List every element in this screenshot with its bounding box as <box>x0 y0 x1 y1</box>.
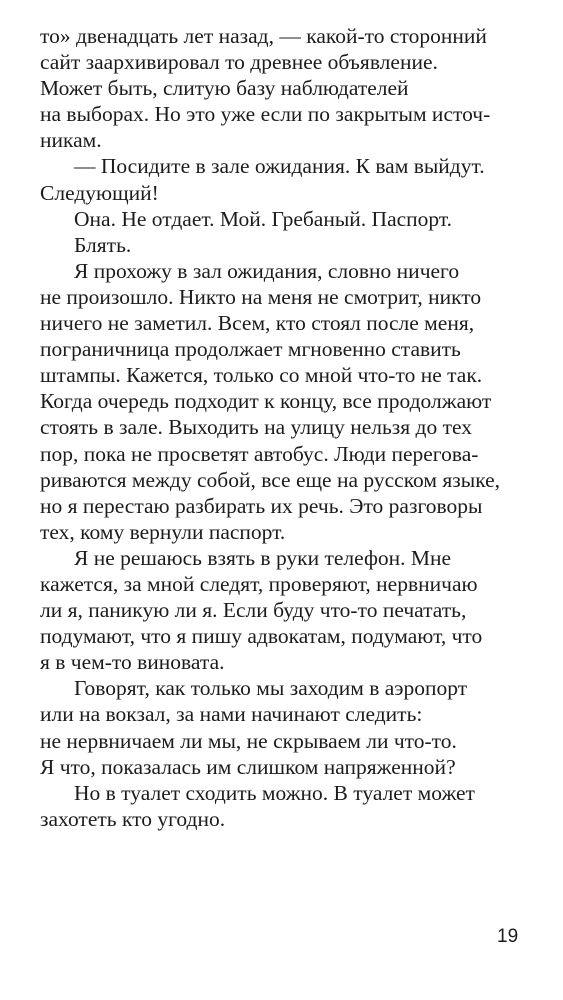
text-line: Следующий! <box>40 180 159 205</box>
text-line: риваются между собой, все еще на русском языке, <box>40 467 501 492</box>
text-line: Я что, показалась им слишком напряженной? <box>40 754 456 779</box>
text-line: стоять в зале. Выходить на улицу нельзя до тех <box>40 415 473 440</box>
text-line: тех, кому вернули паспорт. <box>40 519 286 544</box>
text-line: сайт заархивировал то древнее объявление. <box>40 50 438 75</box>
text-line: никам. <box>40 128 102 153</box>
text-line: захотеть кто угодно. <box>40 806 226 831</box>
paragraph-start-line: Я прохожу в зал ожидания, словно ничего <box>74 258 460 283</box>
text-line: Когда очередь подходит к концу, все продолжают <box>40 389 492 414</box>
text-line: Может быть, слитую базу наблюдателей <box>40 76 409 101</box>
text-line: пограничница продолжает мгновенно ставить <box>40 337 461 362</box>
text-line: не произошло. Никто на меня не смотрит, никто <box>40 284 482 309</box>
paragraph-start-line: Но в туалет сходить можно. В туалет может <box>74 780 475 805</box>
text-line: подумают, что я пишу адвокатам, подумают, что <box>40 624 483 649</box>
text-line: на выборах. Но это уже если по закрытым источ- <box>40 102 491 127</box>
text-line: кажется, за мной следят, проверяют, нервничаю <box>40 571 478 596</box>
text-line: но я перестаю разбирать их речь. Это разговоры <box>40 493 483 518</box>
text-line: то» двенадцать лет назад, — какой-то сторонний <box>40 24 487 48</box>
text-line: я в чем-то виновата. <box>40 650 225 675</box>
text-line: штампы. Кажется, только со мной что-то не так. <box>40 363 483 388</box>
text-line: не нервничаем ли мы, не скрываем ли что-то. <box>40 728 457 753</box>
text-line: пор, пока не просветят автобус. Люди перегова- <box>40 441 479 466</box>
paragraph-start-line: Я не решаюсь взять в руки телефон. Мне <box>74 545 452 570</box>
paragraph-start-line: Блять. <box>74 232 132 257</box>
paragraph-start-line: — Посидите в зале ожидания. К вам выйдут. <box>74 154 485 179</box>
body-text <box>40 23 540 832</box>
text-line: ли я, паникую ли я. Если буду что-то печатать, <box>40 598 467 623</box>
text-line: ничего не заметил. Всем, кто стоял после меня, <box>40 311 475 336</box>
page-number: 19 <box>497 926 519 947</box>
paragraph-start-line: Говорят, как только мы заходим в аэропорт <box>74 676 468 701</box>
paragraph-start-line: Она. Не отдает. Мой. Гребаный. Паспорт. <box>74 206 453 231</box>
text-line: или на вокзал, за нами начинают следить: <box>40 702 423 727</box>
